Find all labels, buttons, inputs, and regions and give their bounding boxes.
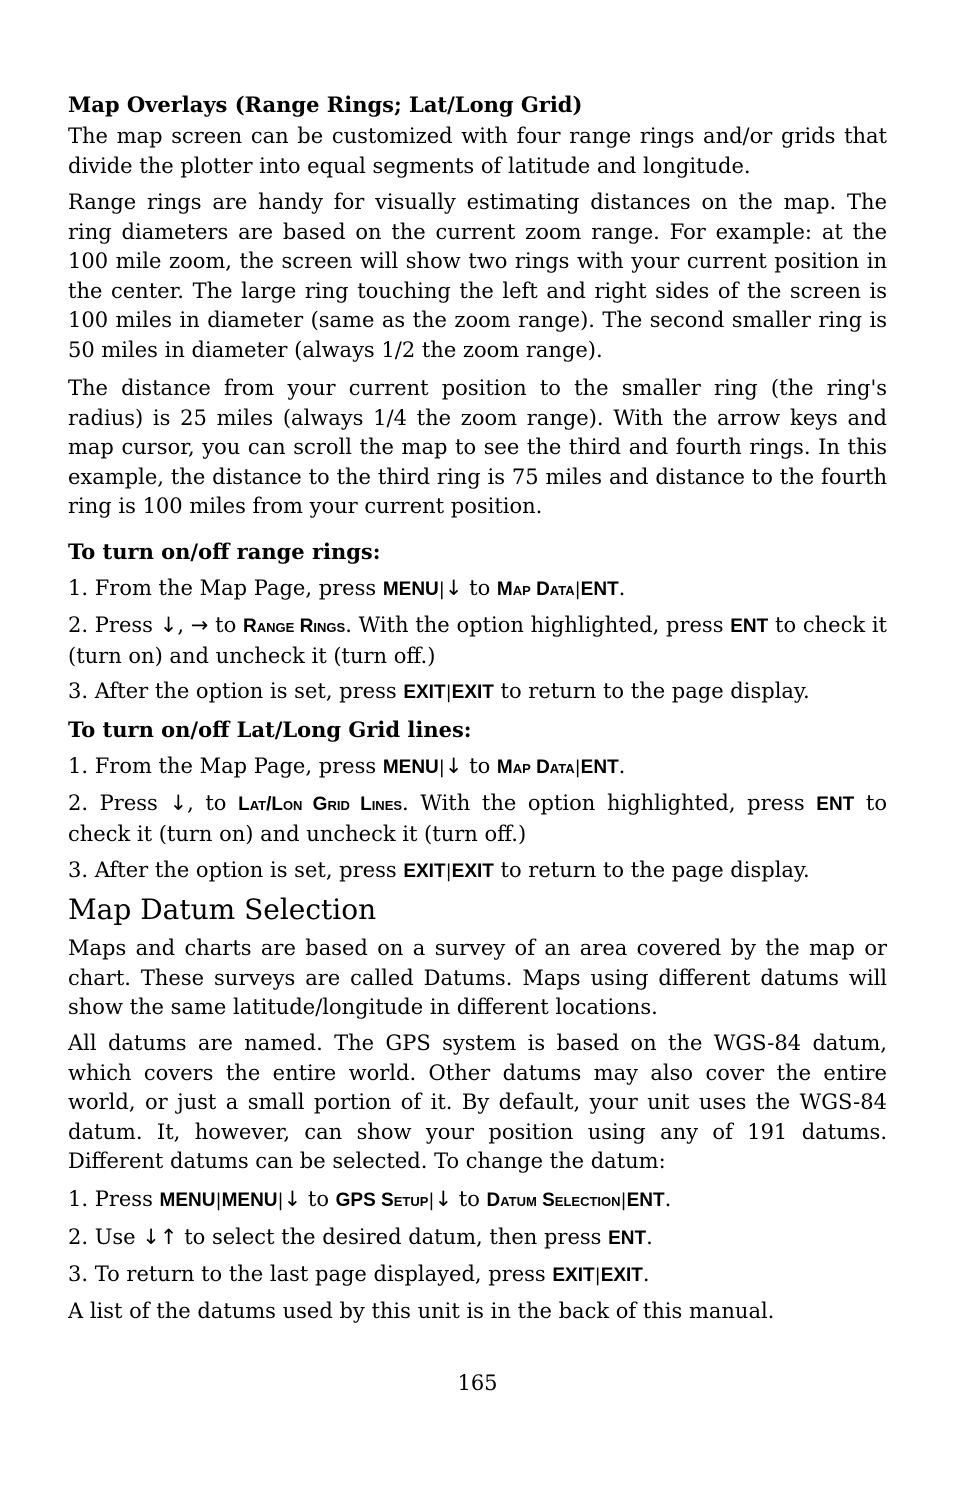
step-rings-3: 3. After the option is set, press EXIT|EXIT to return to the page display. [68,679,810,703]
menu-option-gps-setup: GPS Setup [335,1190,429,1211]
step-rings-1: 1. From the Map Page, press MENU|↓ to Map Data|ENT. [68,576,626,600]
step-rings-2: 2. Press ↓, → to Range Rings. With the option highlighted, press ENT to check it (turn on) and uncheck it (turn off.) [68,613,887,668]
key-exit: EXIT [451,682,494,703]
subheading-grid-lines: To turn on/off Lat/Long Grid lines: [68,717,472,742]
key-exit: EXIT [600,1265,643,1286]
section-heading-map-datum: Map Datum Selection [68,893,377,926]
key-menu: MENU [159,1190,216,1211]
key-ent: ENT [730,616,769,637]
paragraph-overlays-intro: The map screen can be customized with four range rings and/or grids that divide the plotter into equal segments of latitude and longitude. [68,124,887,178]
paragraph-ring-distance: The distance from your current position to the smaller ring (the ring's radius) is 25 miles (always 1/4 the zoom range). With the arrow keys and map cursor, you can scroll the map to see the third and fourth rings. In this example, the distance to the third ring is 75 miles and distance to the fourth ring is 100 miles from your current position. [68,376,887,518]
step-grid-3: 3. After the option is set, press EXIT|EXIT to return to the page display. [68,858,810,882]
key-menu: MENU [382,757,439,778]
step-grid-1: 1. From the Map Page, press MENU|↓ to Map Data|ENT. [68,754,626,778]
key-exit: EXIT [403,682,446,703]
down-arrow-icon: ↓ [434,1187,453,1211]
key-menu: MENU [382,579,439,600]
down-arrow-icon: ↓ [444,576,463,600]
paragraph-datum-intro: Maps and charts are based on a survey of an area covered by the map or chart. These surveys are called Datums. Maps using different datums will show the same latitude/longitude in different locations. [68,936,887,1019]
key-exit: EXIT [552,1265,595,1286]
down-arrow-icon: ↓ [159,613,178,637]
down-arrow-icon: ↓ [169,791,188,815]
subheading-range-rings: To turn on/off range rings: [68,539,381,564]
menu-option-map-data: Map Data [496,579,575,600]
step-datum-2: 2. Use ↓↑ to select the desired datum, then press ENT. [68,1225,653,1249]
key-exit: EXIT [451,861,494,882]
down-arrow-icon: ↓ [283,1187,302,1211]
paragraph-datum-list-note: A list of the datums used by this unit is in the back of this manual. [68,1299,775,1323]
page-number: 165 [457,1371,498,1395]
key-ent: ENT [626,1190,665,1211]
down-arrow-icon: ↓ [444,754,463,778]
down-arrow-icon: ↓ [142,1225,160,1249]
menu-option-lat-lon-grid-lines: Lat/Lon Grid Lines [238,794,403,815]
key-exit: EXIT [403,861,446,882]
step-datum-3: 3. To return to the last page displayed, press EXIT|EXIT. [68,1262,650,1286]
key-ent: ENT [816,794,855,815]
section-heading-map-overlays: Map Overlays (Range Rings; Lat/Long Grid) [68,92,583,117]
step-datum-1: 1. Press MENU|MENU|↓ to GPS Setup|↓ to Datum Selection|ENT. [68,1187,672,1211]
menu-option-range-rings: Range Rings [243,616,346,637]
key-ent: ENT [608,1228,647,1249]
right-arrow-icon: → [190,613,209,637]
menu-option-datum-selection: Datum Selection [486,1190,621,1211]
key-ent: ENT [580,757,619,778]
key-ent: ENT [580,579,619,600]
menu-option-map-data: Map Data [496,757,575,778]
paragraph-range-rings: Range rings are handy for visually estimating distances on the map. The ring diameters are based on the current zoom range. For example: at the 100 mile zoom, the screen will show two rings with your current position in the center. The large ring touching the left and right sides of the screen is 100 miles in diameter (same as the zoom range). The second smaller ring is 50 miles in diameter (always 1/2 the zoom range). [68,190,887,362]
up-arrow-icon: ↑ [159,1225,178,1249]
key-menu: MENU [221,1190,278,1211]
step-grid-2: 2. Press ↓, to Lat/Lon Grid Lines. With the option highlighted, press ENT to check it (turn on) and uncheck it (turn off.) [68,791,887,846]
paragraph-datum-wgs84: All datums are named. The GPS system is based on the WGS-84 datum, which covers the entire world. Other datums may also cover the entire world, or just a small portion of it. By default, your unit uses the WGS-84 datum. It, however, can show your position using any of 191 datums. Different datums can be selected. To change the datum: [68,1031,887,1173]
